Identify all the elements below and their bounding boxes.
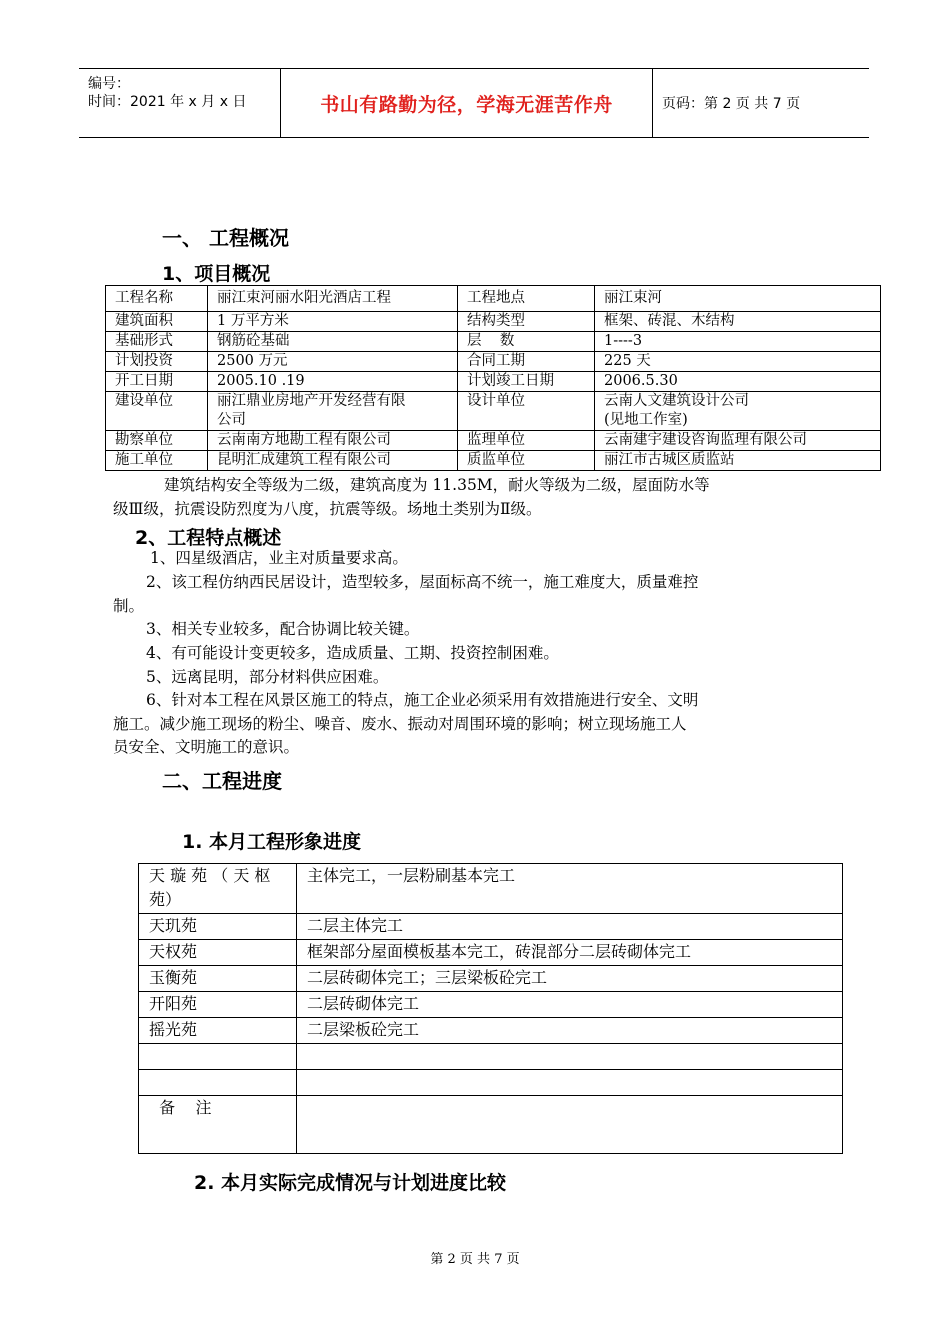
table-value-cell: 昆明汇成建筑工程有限公司	[208, 451, 458, 471]
table-label-cell: 合同工期	[458, 352, 595, 372]
header-page-info: 页码：第 2 页 共 7 页	[662, 96, 801, 112]
table-label-cell: 计划竣工日期	[458, 372, 595, 392]
table-row	[106, 392, 881, 431]
table-label-cell: 质监单位	[458, 451, 595, 471]
table-value-cell: 1 万平方米	[208, 312, 458, 332]
progress-status-cell	[297, 1044, 843, 1070]
comparison-title: 2. 本月实际完成情况与计划进度比较	[194, 1172, 507, 1194]
building-name-cell: 玉衡苑	[139, 966, 297, 992]
table-label-cell: 开工日期	[106, 372, 208, 392]
table-row	[139, 1070, 843, 1096]
feature-point: 1、四星级酒店，业主对质量要求高。	[150, 549, 408, 567]
building-name-cell: 天权苑	[139, 940, 297, 966]
table-row	[139, 1018, 843, 1044]
table-row	[106, 431, 881, 451]
feature-point: 制。	[113, 597, 145, 615]
table-row	[106, 451, 881, 471]
progress-status-cell: 框架部分屋面模板基本完工，砖混部分二层砖砌体完工	[297, 940, 843, 966]
table-value-cell: 2005.10 .19	[208, 372, 458, 392]
table-label-cell: 结构类型	[458, 312, 595, 332]
feature-point: 5、远离昆明，部分材料供应困难。	[146, 668, 389, 686]
table-value-cell: 丽江市古城区质监站	[595, 451, 881, 471]
table-value-cell: 钢筋砼基础	[208, 332, 458, 352]
table-label-cell: 勘察单位	[106, 431, 208, 451]
table-row	[106, 372, 881, 392]
table-label-cell: 施工单位	[106, 451, 208, 471]
table-row	[106, 312, 881, 332]
header-meta	[79, 69, 280, 137]
page-header	[79, 68, 869, 138]
progress-table	[138, 863, 843, 1154]
table-value-cell: 2500 万元	[208, 352, 458, 372]
table-value-cell: 225 天	[595, 352, 881, 372]
feature-point: 3、相关专业较多，配合协调比较关键。	[146, 620, 420, 638]
table-row	[139, 1044, 843, 1070]
table-label-cell: 工程地点	[458, 286, 595, 312]
page-footer: 第 2 页 共 7 页	[430, 1252, 520, 1267]
building-name-cell: 备 注	[139, 1096, 297, 1154]
structure-description: 建筑结构安全等级为二级，建筑高度为 11.35M，耐火等级为二级，屋面防水等	[164, 476, 710, 494]
table-row	[139, 864, 843, 914]
structure-description-cont: 级Ⅲ级，抗震设防烈度为八度，抗震等级。场地土类别为Ⅱ级。	[113, 500, 542, 518]
table-value-cell: 云南建宇建设咨询监理有限公司	[595, 431, 881, 451]
header-divider	[652, 69, 653, 137]
building-name-cell: 摇光苑	[139, 1018, 297, 1044]
time-label: 时间：2021 年 x 月 x 日	[88, 94, 247, 110]
number-label: 编号：	[88, 76, 130, 92]
progress-status-cell	[297, 1070, 843, 1096]
section1-title: 一、 工程概况	[162, 226, 289, 250]
features-title: 2、工程特点概述	[135, 527, 282, 549]
table-row	[106, 332, 881, 352]
progress-status-cell: 二层砖砌体完工；三层梁板砼完工	[297, 966, 843, 992]
progress-status-cell: 二层主体完工	[297, 914, 843, 940]
project-overview-title: 1、项目概况	[162, 263, 271, 285]
building-name-cell: 开阳苑	[139, 992, 297, 1018]
table-row	[139, 940, 843, 966]
building-name-cell: 天玑苑	[139, 914, 297, 940]
building-name-cell: 天 璇 苑 （ 天 枢 苑）	[139, 864, 297, 914]
progress-status-cell	[297, 1096, 843, 1154]
project-info-table	[105, 285, 881, 471]
progress-status-cell: 二层梁板砼完工	[297, 1018, 843, 1044]
table-label-cell: 建筑面积	[106, 312, 208, 332]
table-label-cell: 建设单位	[106, 392, 208, 431]
table-row	[139, 966, 843, 992]
progress-title: 1. 本月工程形象进度	[182, 831, 362, 853]
table-row	[139, 992, 843, 1018]
table-row	[106, 352, 881, 372]
table-value-cell: 1----3	[595, 332, 881, 352]
table-row	[139, 1096, 843, 1154]
table-row	[139, 914, 843, 940]
table-label-cell: 设计单位	[458, 392, 595, 431]
table-value-cell: 云南人文建筑设计公司 (见地工作室)	[595, 392, 881, 431]
table-label-cell: 计划投资	[106, 352, 208, 372]
table-label-cell: 层 数	[458, 332, 595, 352]
table-value-cell: 2006.5.30	[595, 372, 881, 392]
feature-point: 6、针对本工程在风景区施工的特点，施工企业必须采用有效措施进行安全、文明	[146, 691, 699, 709]
table-row	[106, 286, 881, 312]
feature-point: 2、该工程仿纳西民居设计，造型较多，屋面标高不统一，施工难度大，质量难控	[146, 573, 699, 591]
header-motto: 书山有路勤为径，学海无涯苦作舟	[320, 93, 613, 116]
feature-point: 4、有可能设计变更较多，造成质量、工期、投资控制困难。	[146, 644, 559, 662]
progress-status-cell: 二层砖砌体完工	[297, 992, 843, 1018]
table-value-cell: 云南南方地勘工程有限公司	[208, 431, 458, 451]
section2-title: 二、工程进度	[162, 769, 282, 793]
progress-status-cell: 主体完工，一层粉刷基本完工	[297, 864, 843, 914]
table-label-cell: 监理单位	[458, 431, 595, 451]
table-value-cell: 框架、砖混、木结构	[595, 312, 881, 332]
feature-point: 施工。减少施工现场的粉尘、噪音、废水、振动对周围环境的影响；树立现场施工人	[113, 715, 687, 733]
table-value-cell: 丽江束河丽水阳光酒店工程	[208, 286, 458, 312]
table-label-cell: 工程名称	[106, 286, 208, 312]
table-value-cell: 丽江束河	[595, 286, 881, 312]
feature-point: 员安全、文明施工的意识。	[113, 738, 300, 756]
building-name-cell	[139, 1044, 297, 1070]
table-label-cell: 基础形式	[106, 332, 208, 352]
table-value-cell: 丽江鼎业房地产开发经营有限 公司	[208, 392, 458, 431]
building-name-cell	[139, 1070, 297, 1096]
